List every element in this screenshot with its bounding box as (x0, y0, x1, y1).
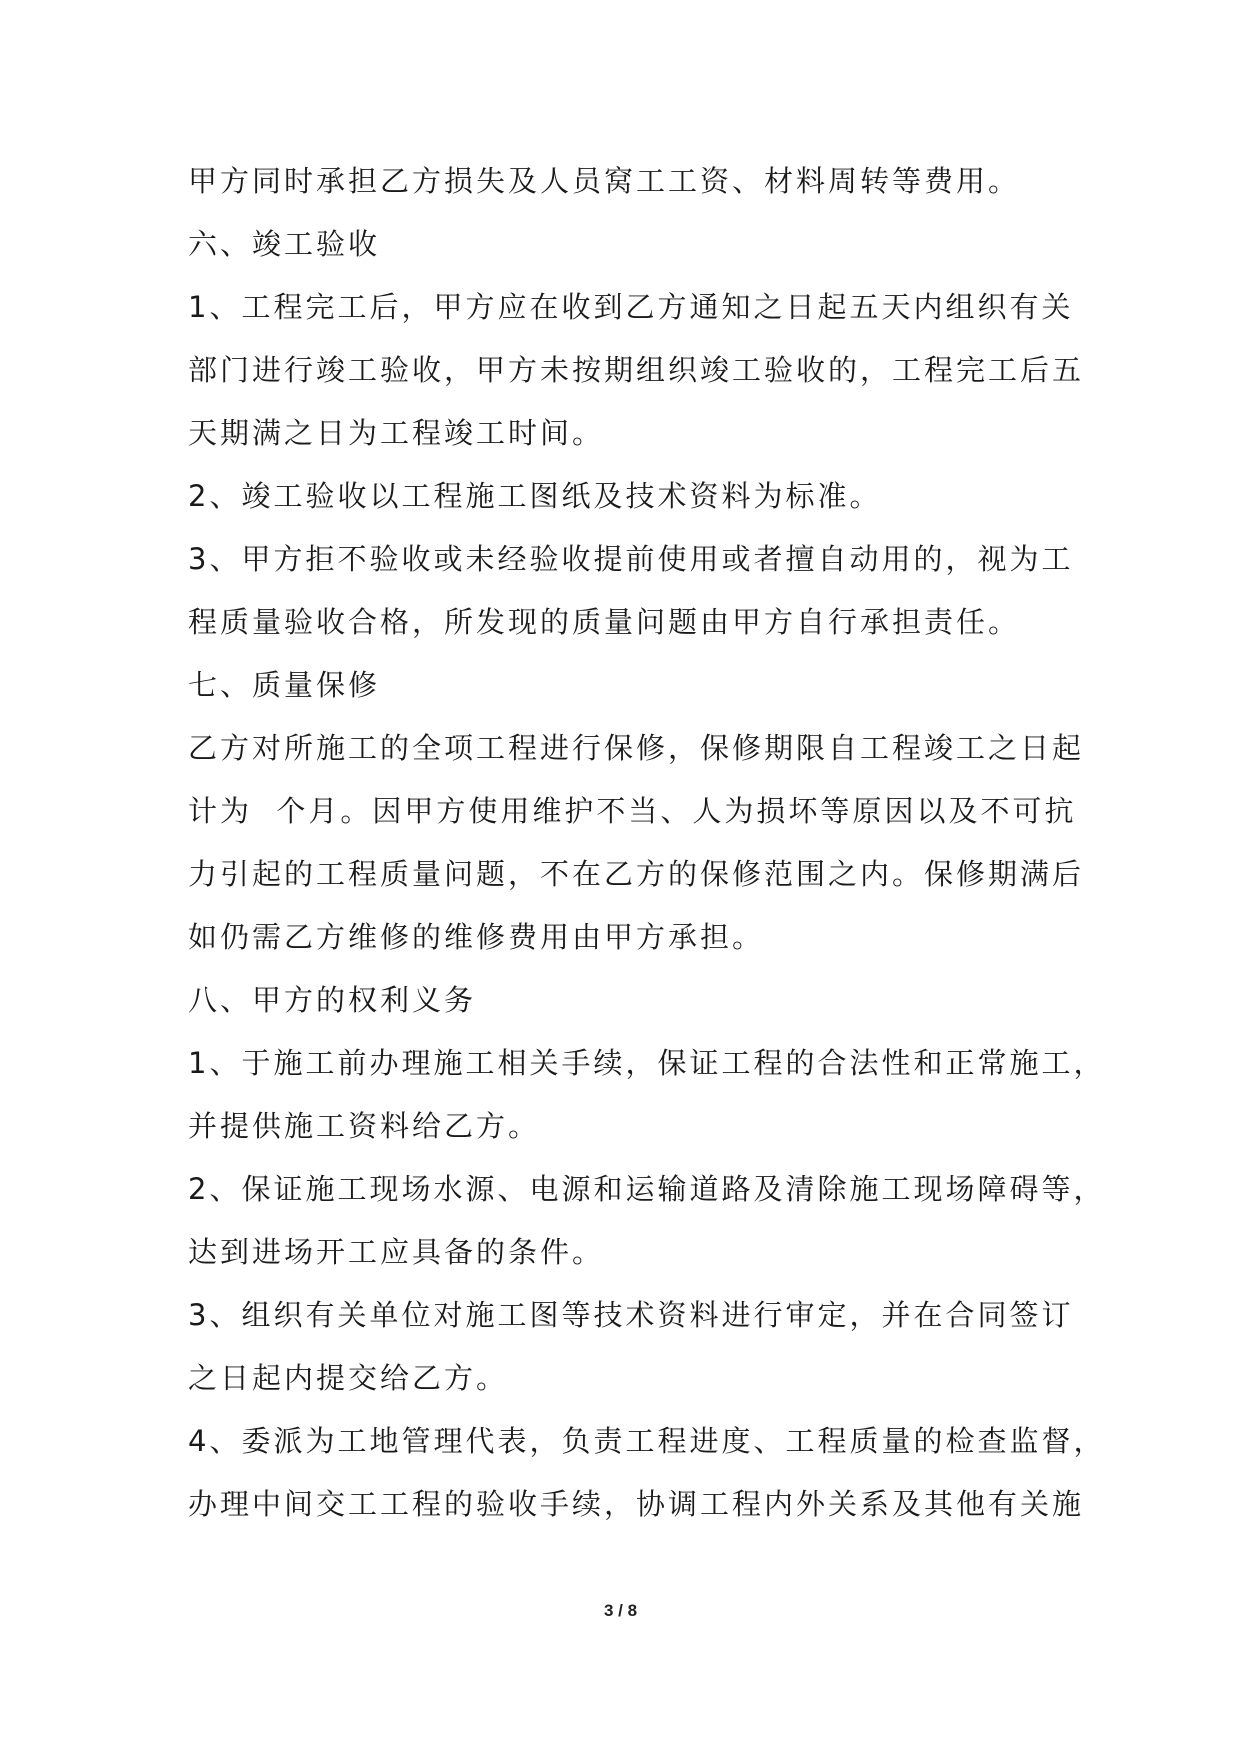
text-line: 达到进场开工应具备的条件。 (188, 1235, 605, 1269)
text-line: 天期满之日为工程竣工时间。 (188, 416, 605, 450)
text-line: 之日起内提交给乙方。 (188, 1361, 509, 1395)
document-body (188, 150, 1106, 1536)
text-line: 1、于施工前办理施工相关手续，保证工程的合法性和正常施工， (188, 1046, 1106, 1080)
text-line: 力引起的工程质量问题，不在乙方的保修范围之内。保修期满后 (188, 857, 1085, 891)
text-line: 1、工程完工后，甲方应在收到乙方通知之日起五天内组织有关 (188, 290, 1074, 324)
text-line: 2、保证施工现场水源、电源和运输道路及清除施工现场障碍等， (188, 1172, 1106, 1206)
text-line: 4、委派为工地管理代表，负责工程进度、工程质量的检查监督， (188, 1424, 1106, 1458)
section-heading: 六、竣工验收 (188, 227, 381, 261)
text-line: 3、甲方拒不验收或未经验收提前使用或者擅自动用的，视为工 (188, 542, 1074, 576)
text-line: 计为 个月。因甲方使用维护不当、人为损坏等原因以及不可抗 (188, 794, 1077, 828)
text-line: 部门进行竣工验收，甲方未按期组织竣工验收的，工程完工后五 (188, 353, 1085, 387)
text-line: 办理中间交工工程的验收手续，协调工程内外关系及其他有关施 (188, 1487, 1085, 1521)
text-line: 乙方对所施工的全项工程进行保修，保修期限自工程竣工之日起 (188, 731, 1085, 765)
page-number: 3 / 8 (603, 1601, 638, 1620)
text-line: 3、组织有关单位对施工图等技术资料进行审定，并在合同签订 (188, 1298, 1074, 1332)
text-line: 如仍需乙方维修的维修费用由甲方承担。 (188, 920, 765, 954)
text-line: 2、竣工验收以工程施工图纸及技术资料为标准。 (188, 479, 882, 513)
text-line: 甲方同时承担乙方损失及人员窝工工资、材料周转等费用。 (188, 164, 1021, 198)
section-heading: 八、甲方的权利义务 (188, 983, 477, 1017)
section-heading: 七、质量保修 (188, 668, 381, 702)
text-line: 程质量验收合格，所发现的质量问题由甲方自行承担责任。 (188, 605, 1021, 639)
text-line: 并提供施工资料给乙方。 (188, 1109, 541, 1143)
